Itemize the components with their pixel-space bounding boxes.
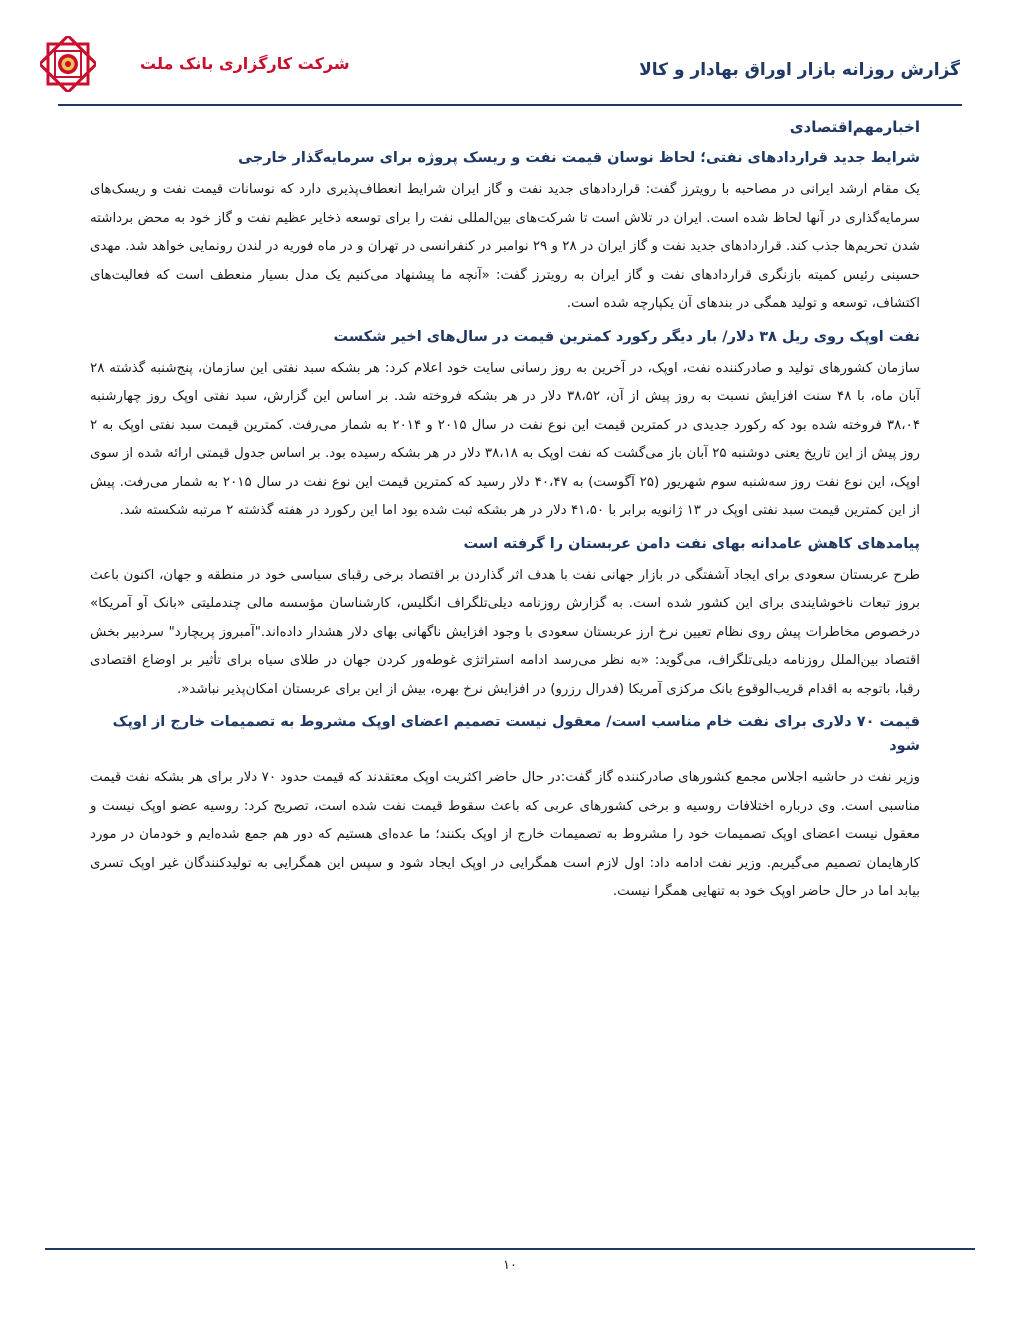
article (90, 710, 920, 907)
article-body: طرح عربستان سعودی برای ایجاد آشفتگی در بازار جهانی نفت با هدف اثر گذاردن بر اقتصاد برخی رقبای سیاسی خود در منطقه و جهان، اکنون باعث بروز تبعات ناخوشایندی برای این کشور شده است. به گزارش روزنامه دیلی‌تلگراف انگلیس، کارشناسان مؤسسه مالی چندملیتی «بانک آو آمریکا» درخصوص مخاطرات پیش روی نظام تعیین نرخ ارز عربستان سعودی با وجود افزایش ناگهانی بهای دلار هشدار داده‌اند."آمبروز پریچارد" سردبیر بخش اقتصاد بین‌الملل روزنامه دیلی‌تلگراف، می‌گوید: «به نظر می‌رسد ادامه استراتژی غوطه‌ور کردن جهان در طلای سیاه برای تأثیر بر اوضاع اقتصادی رقبا، باتوجه به اقدام قریب‌الوقوع بانک مرکزی آمریکا (فدرال رزرو) در افزایش نرخ بهره، بیش از این برای عربستان امکان‌پذیر نباشد«. (90, 567, 920, 697)
article-title: شرایط جدید قراردادهای نفتی؛ لحاظ نوسان قیمت نفت و ریسک پروژه برای سرمایه‌گذار خارجی (238, 150, 920, 166)
article-title: پیامدهای کاهش عامدانه بهای نفت دامن عربستان را گرفته است (463, 535, 920, 552)
section-heading: اخبارمهم‌اقتصادی (789, 118, 920, 136)
bank-mellat-logo-icon (40, 36, 96, 92)
article (90, 146, 920, 319)
report-title: گزارش روزانه بازار اوراق بهادار و کالا (639, 60, 960, 80)
broker-name: شرکت کارگزاری بانک ملت (140, 54, 350, 73)
page-number: ۱۰ (503, 1258, 517, 1273)
page-header (40, 30, 980, 104)
article (90, 532, 920, 705)
article (90, 325, 920, 526)
page-content (90, 118, 920, 913)
article-title: نفت اوپک روی ریل ۳۸ دلار/ بار دیگر رکورد کمترین قیمت در سال‌های اخیر شکست (333, 328, 920, 345)
article-body: سازمان کشورهای تولید و صادرکننده نفت، اوپک، در آخرین به روز رسانی سایت خود اعلام کرد: هر بشکه سبد نفتی این سازمان، پنج‌شنبه گذشته ۲۸ آبان ماه، با ۴۸ سنت افزایش نسبت به روز پیش از آن، ۳۸،۵۲ دلار در هر بشکه فروخته شد. بر اساس این گزارش، سبد نفتی اوپک روز چهارشنبه ۳۸،۰۴ فروخته شده بود که رکورد جدیدی در کمترین قیمت این نوع نفت در سال ۲۰۱۵ و ۲۰۱۴ به شمار می‌رفت. کمترین قیمت سبد نفتی اوپک به ۲ روز پیش از این تاریخ یعنی دوشنبه ۲۵ آبان باز می‌گشت که نفت اوپک به ۳۸،۱۸ دلار در هر بشکه رسیده بود. بر اساس جدول قیمتی ارائه شده از سوی اوپک، این نوع نفت روز سه‌شنبه سوم شهریور (۲۵ آگوست) به ۴۰،۴۷ دلار رسید که کمترین قیمت این نوع نفت در سال ۲۰۱۵ به شمار می‌رفت. پیش از این کمترین قیمت سبد نفتی اوپک در ۱۳ ژانویه برابر با ۴۱،۵۰ دلار در هر بشکه ثبت شده بود اما این رکورد در هفته گذشته ۲ مرتبه شکسته شد. (90, 360, 921, 518)
header-divider (58, 104, 962, 106)
footer-divider (45, 1248, 975, 1250)
article-title: قیمت ۷۰ دلاری برای نفت خام مناسب است/ معقول نیست تصمیم اعضای اوپک مشروط به تصمیمات خارج از اوپک شود (112, 714, 920, 754)
article-body: یک مقام ارشد ایرانی در مصاحبه با رویترز گفت: قراردادهای جدید نفت و گاز ایران شرایط انعطاف‌پذیری دارد که نوسانات قیمت نفت و ریسک‌های سرمایه‌گذاری در آنها لحاظ شده است. ایران در تلاش است تا شرکت‌های بین‌المللی نفت را برای توسعه ذخایر عظیم نفت و گاز خود به محض برداشته شدن تحریم‌ها جذب کند. قراردادهای جدید نفت و گاز ایران در ۲۸ و ۲۹ نوامبر در کنفرانسی در تهران و در ماه فوریه در لندن رونمایی خواهد شد. مهدی حسینی رئیس کمیته بازنگری قراردادهای نفت و گاز ایران به رویترز گفت: «آنچه ما پیشنهاد می‌کنیم یک مدل بسیار منعطف است که فعالیت‌های اکتشاف، توسعه و تولید همگی در بندهای آن یکپارچه شده است. (90, 182, 920, 311)
article-body: وزیر نفت در حاشیه اجلاس مجمع کشورهای صادرکننده گاز گفت:در حال حاضر اکثریت اوپک معتقدند که قیمت حدود ۷۰ دلار برای هر بشکه نفت قیمت مناسبی است. وی درباره اختلافات روسیه و برخی کشورهای عربی که باعث سقوط قیمت نفت شده است، تصریح کرد: روسیه عضو اوپک نیست و معقول نیست اعضای اوپک تصمیمات خود را مشروط به تصمیمات خارج از اوپک بکنند؛ ما عده‌ای هستیم که دور هم جمع شده‌ایم و خودمان در مورد کارهایمان تصمیم می‌گیریم. وزیر نفت ادامه داد: اول لازم است همگرایی در اوپک ایجاد شود و سپس این همگرایی به تولیدکنندگان غیر اوپک تسری بیابد اما در حال حاضر اوپک خود به تنهایی همگرا نیست. (90, 770, 920, 899)
